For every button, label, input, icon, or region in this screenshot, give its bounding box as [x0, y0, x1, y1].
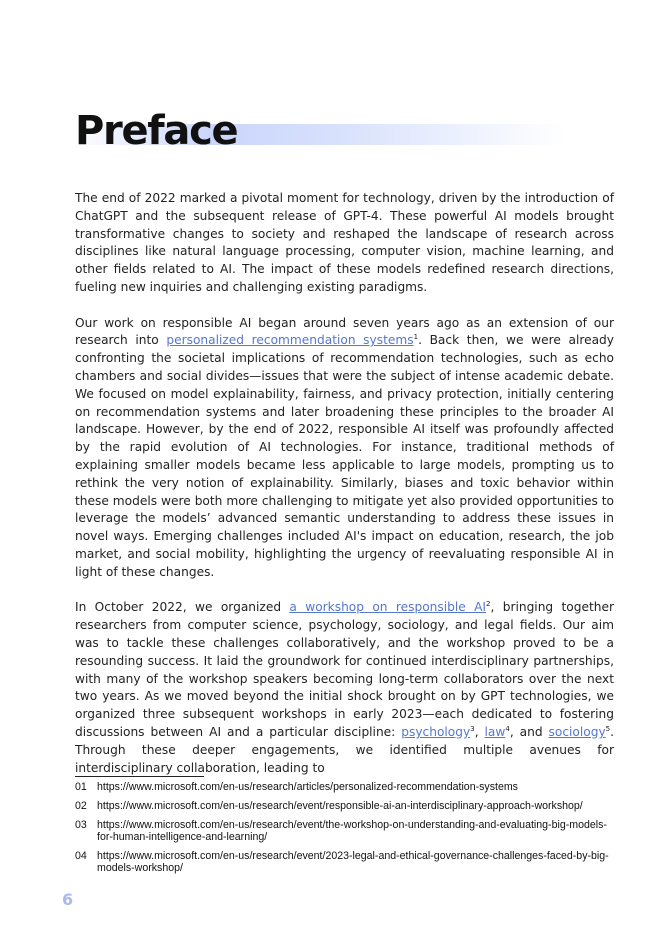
paragraph-3 [75, 599, 614, 777]
footnote-divider [75, 776, 204, 777]
footnote-url[interactable]: https://www.microsoft.com/en-us/research/event/the-workshop-on-understanding-and-evaluating-big-models-for-human-intelligence-and-learning/ [97, 819, 607, 843]
footnote-item [75, 781, 615, 793]
responsible-ai-workshop-link[interactable]: a workshop on responsible AI [289, 600, 487, 615]
footnote-item [75, 850, 615, 874]
separator-text: , and [509, 724, 549, 739]
page-number: 6 [62, 890, 74, 909]
footnote-ref-1: 1 [413, 333, 419, 342]
footnote-number: 03 [75, 819, 87, 831]
footnote-ref-2: 2 [486, 600, 491, 609]
footnote-ref-3: 3 [470, 724, 475, 733]
paragraph-1: The end of 2022 marked a pivotal moment for technology, driven by the introduction of ChatGPT and the subsequent release of GPT-4. These powerful AI models brought transformative changes to society and reshaped the landscape of research across disciplines like natural language processing, computer vision, machine learning, and other fields related to AI. The impact of these models redefined research directions, fueling new inquiries and challenging existing paradigms. [75, 191, 614, 294]
footnote-number: 04 [75, 850, 87, 862]
title-area [75, 104, 575, 162]
footnote-number: 02 [75, 800, 87, 812]
paragraph-3-text: In October 2022, we organized [75, 600, 290, 615]
footnote-url[interactable]: https://www.microsoft.com/en-us/research/event/2023-legal-and-ethical-governance-challenges-faced-by-big-models-workshop/ [97, 850, 609, 874]
footnote-url[interactable]: https://www.microsoft.com/en-us/research/articles/personalized-recommendation-systems [97, 781, 518, 793]
footnote-number: 01 [75, 781, 87, 793]
footnote-item [75, 819, 615, 843]
paragraph-2 [75, 315, 614, 582]
paragraph-3-text-mid: , bringing together researchers from computer science, psychology, sociology, and legal fields. Our aim was to tackle these challenges collaboratively, and the workshop proved to be a resounding success. It laid the groundwork for continued interdisciplinary partnerships, with many of the workshop speakers becoming long-term collaborators over the next two years. As we moved beyond the initial shock brought on by GPT technologies, we organized three subsequent workshops in early 2023—each dedicated to fostering discussions between AI and a particular discipline: [75, 600, 614, 739]
body-text [75, 190, 614, 795]
psychology-link[interactable]: psychology [401, 724, 471, 739]
footnote-ref-5: 5 [605, 724, 611, 733]
footnote-ref-4: 4 [505, 724, 510, 733]
footnote-item [75, 800, 615, 812]
paragraph-3-text-end: . Through these deeper engagements, we identified multiple avenues for interdisciplinary collaboration, leading to [75, 724, 615, 775]
personalized-recommendation-systems-link[interactable]: personalized recommendation systems [166, 333, 414, 348]
paragraph-2-text-cont: . Back then, we were already confronting the societal implications of recommendation technologies, such as echo chambers and social divides—issues that were the subject of intense academic debate. We focused on model explainability, fairness, and privacy protection, initially centering on recommendation systems and later broadening these principles to the broader AI landscape. However, by the end of 2022, responsible AI itself was profoundly affected by the rapid evolution of AI technologies. For instance, traditional methods of explaining smaller models became less applicable to large models, prompting us to rethink the very notion of explainability. Similarly, biases and toxic behavior within these models were both more challenging to mitigate yet also provided opportunities to leverage the models’ advanced semantic understanding to address these issues in novel ways. Emerging challenges included AI's impact on education, research, the job market, and social mobility, highlighting the urgency of reevaluating responsible AI in light of these changes. [75, 333, 614, 579]
footnotes [75, 781, 615, 881]
separator-text: , [474, 724, 485, 739]
paragraph-2-text: Our work on responsible AI began around seven years ago as an extension of our research into [75, 315, 614, 348]
law-link[interactable]: law [484, 724, 506, 739]
footnote-url[interactable]: https://www.microsoft.com/en-us/research/event/responsible-ai-an-interdisciplinary-approach-workshop/ [97, 800, 583, 812]
page-title: Preface [75, 108, 238, 154]
sociology-link[interactable]: sociology [548, 724, 606, 739]
